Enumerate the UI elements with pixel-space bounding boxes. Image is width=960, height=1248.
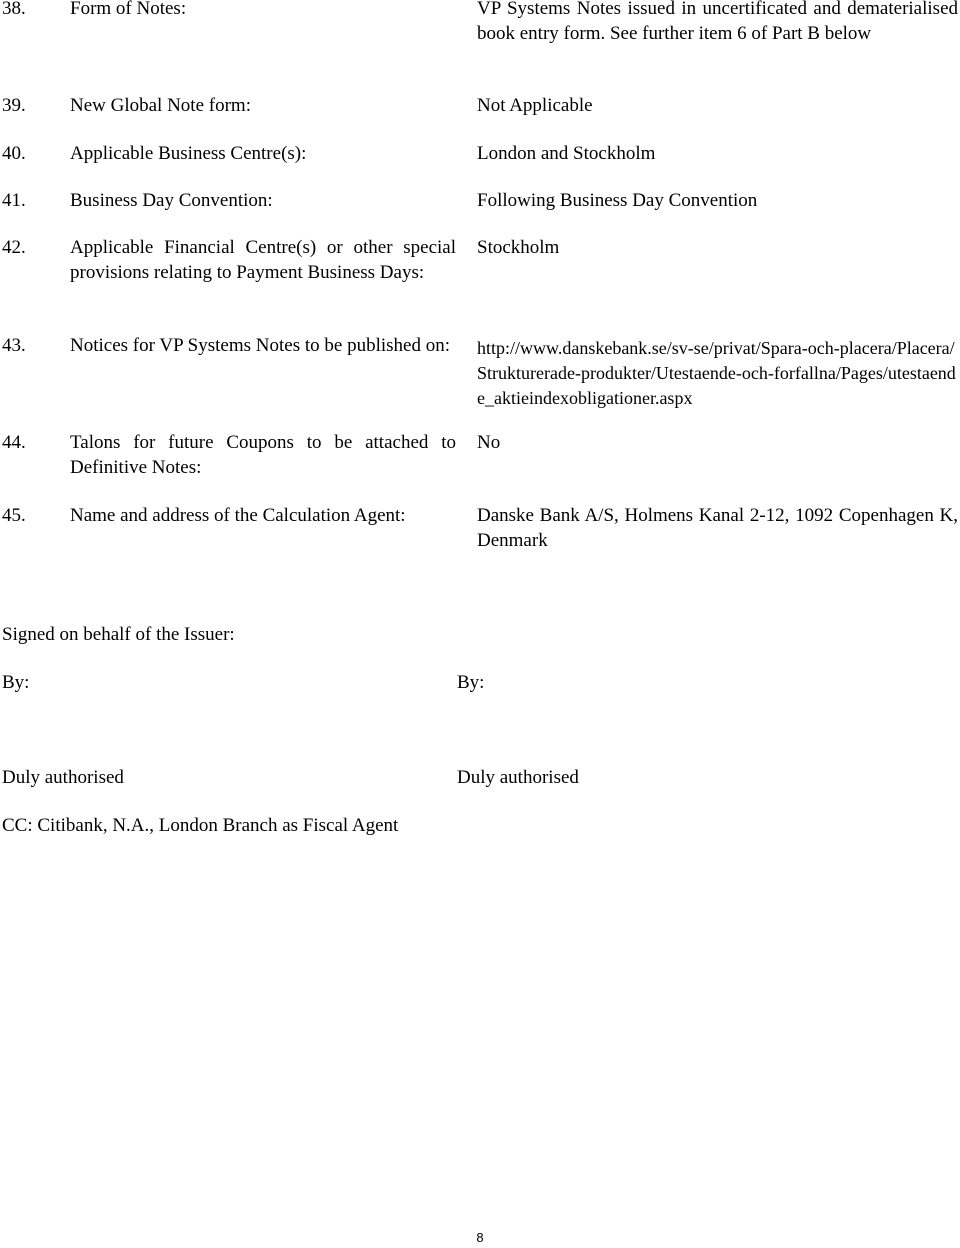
item-label: Applicable Financial Centre(s) or other special provisions relating to Payment Business Days:: [70, 237, 456, 283]
cc-line: CC: Citibank, N.A., London Branch as Fiscal Agent: [2, 815, 399, 836]
item-value: Danske Bank A/S, Holmens Kanal 2-12, 1092 Copenhagen K, Denmark: [477, 505, 958, 551]
item-label: Notices for VP Systems Notes to be published on:: [70, 335, 450, 356]
item-number: 44.: [2, 432, 26, 453]
item-number: 45.: [2, 505, 26, 526]
item-number: 40.: [2, 143, 26, 164]
duly-authorised-right: Duly authorised: [457, 767, 579, 788]
item-label: Talons for future Coupons to be attached to Definitive Notes:: [70, 432, 456, 478]
item-number: 42.: [2, 237, 26, 258]
item-value: Not Applicable: [477, 95, 593, 116]
by-right: By:: [457, 672, 485, 693]
item-value: VP Systems Notes issued in uncertificated and dematerialised book entry form. See further item 6 of Part B below: [477, 0, 958, 44]
item-number: 43.: [2, 335, 26, 356]
item-number: 39.: [2, 95, 26, 116]
item-label: Applicable Business Centre(s):: [70, 143, 307, 164]
item-label: New Global Note form:: [70, 95, 251, 116]
item-label: Business Day Convention:: [70, 190, 273, 211]
item-value: Following Business Day Convention: [477, 190, 758, 211]
item-value: London and Stockholm: [477, 143, 656, 164]
item-value: No: [477, 432, 501, 453]
page-number: 8: [476, 1230, 484, 1245]
by-left: By:: [2, 672, 30, 693]
notices-url[interactable]: http://www.danskebank.se/sv-se/privat/Spara-och-placera/Placera/Strukturerade-produkter/Utestaende-och-forfallna/Pages/utestaende_aktieindexobligationer.aspx: [477, 338, 956, 408]
item-label: Form of Notes:: [70, 0, 187, 19]
item-label: Name and address of the Calculation Agent:: [70, 505, 406, 526]
item-number: 41.: [2, 190, 26, 211]
signature-heading: Signed on behalf of the Issuer:: [2, 624, 235, 645]
duly-authorised-left: Duly authorised: [2, 767, 124, 788]
item-number: 38.: [2, 0, 26, 19]
item-value: Stockholm: [477, 237, 560, 258]
